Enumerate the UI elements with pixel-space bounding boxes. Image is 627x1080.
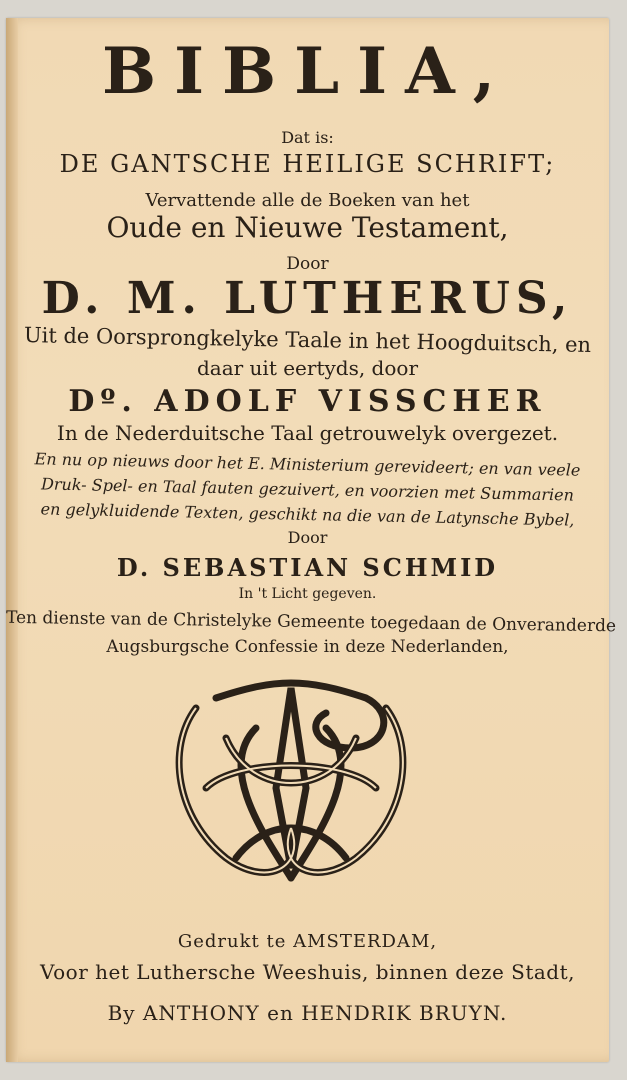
dienste-line-1: Ten dienste van de Christelyke Gemeente toegedaan de Onveranderde [5,607,617,637]
book-title: BIBLIA, [102,34,513,109]
door-line-2: Door [287,528,328,547]
translator-visscher: Dº. ADOLF VISSCHER [68,384,547,419]
printed-at-line: Gedrukt te AMSTERDAM, [177,931,438,952]
dienste-line-2: Augsburgsche Confessie in deze Nederlanden, [106,637,509,657]
title-page [5,18,617,1062]
revision-line-1: En nu op nieuws door het E. Ministerium gerevideert; en van veele [34,449,581,480]
revision-line-2: Druk- Spel- en Taal fauten gezuivert, en voorzien met Summarien [40,474,575,505]
publisher-line: Voor het Luthersche Weeshuis, binnen deze Stadt, [40,960,575,984]
dat-is-line: Dat is: [281,128,334,147]
printers-line: By ANTHONY en HENDRIK BRUYN. [107,1001,508,1025]
door-line-1: Door [286,254,329,274]
monogram-ornament [156,668,426,908]
revision-line-3: en gelykluidende Texten, geschikt na die van de Latynsche Bybel, [40,499,575,530]
licht-line: In 't Licht gegeven. [238,586,377,602]
translation-line-1: Uit de Oorsprongkelyke Taale in het Hoogduitsch, en [23,323,592,357]
editor-schmid: D. SEBASTIAN SCHMID [116,553,499,582]
vervattende-line: Vervattende alle de Boeken van het [145,190,470,211]
testament-line: Oude en Nieuwe Testament, [106,211,509,244]
subtitle: DE GANTSCHE HEILIGE SCHRIFT; [59,150,556,178]
author-luther: D. M. LUTHERUS, [41,273,574,324]
translation-line-2: daar uit eertyds, door [196,356,419,380]
nederduitsch-line: In de Nederduitsche Taal getrouwelyk overgezet. [56,421,559,445]
